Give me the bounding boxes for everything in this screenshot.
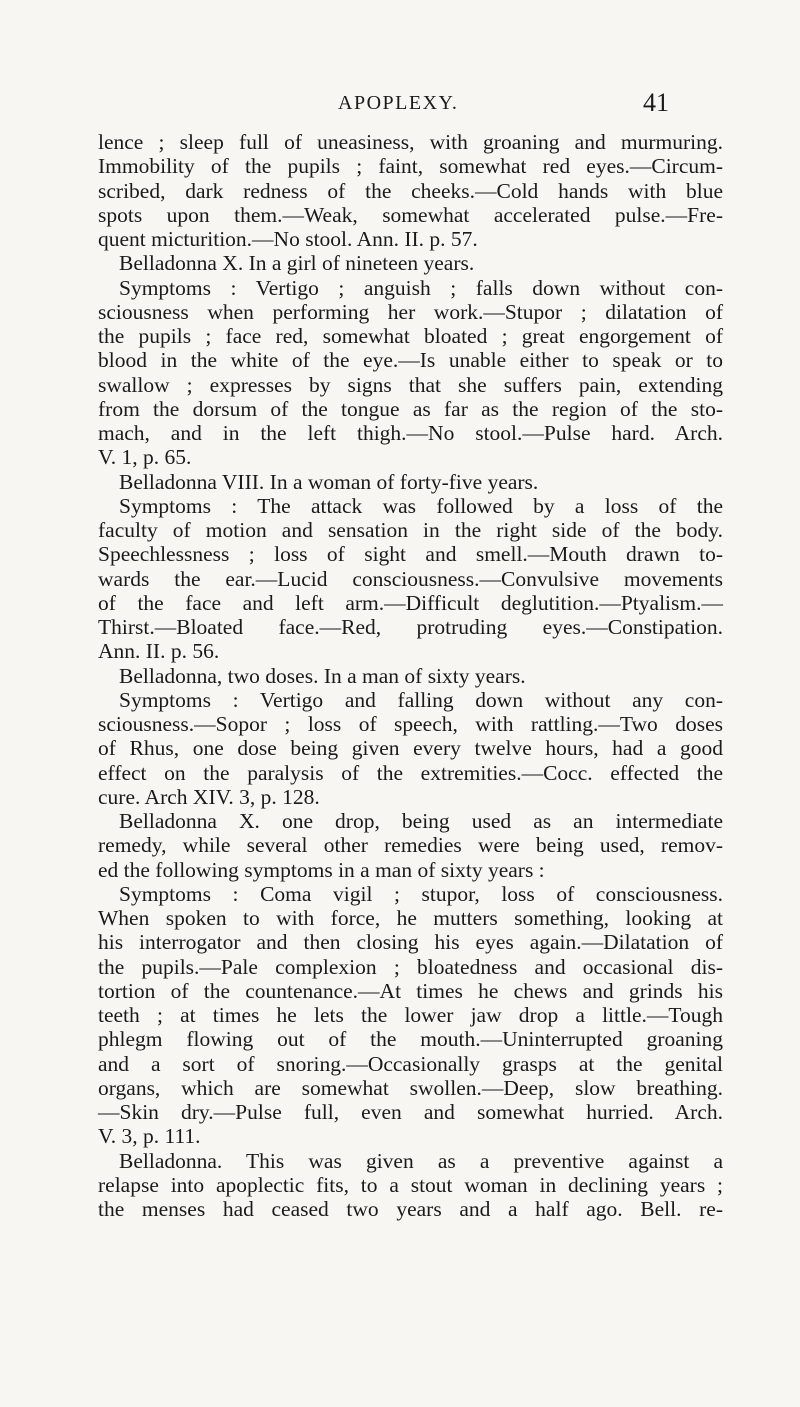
text-line: blood in the white of the eye.—Is unable either to speak or to	[98, 348, 723, 373]
text-line: Symptoms : Coma vigil ; stupor, loss of consciousness.	[119, 881, 723, 906]
text-line: Ann. II. p. 56.	[98, 639, 220, 664]
text-line: from the dorsum of the tongue as far as the region of the sto-	[98, 396, 723, 421]
text-line: his interrogator and then closing his eyes again.—Dilatation of	[98, 930, 723, 955]
text-line: the pupils.—Pale complexion ; bloatedness and occasional dis-	[98, 954, 723, 979]
text-line: swallow ; expresses by signs that she suffers pain, extending	[98, 372, 723, 397]
text-line: sciousness when performing her work.—Stupor ; dilatation of	[98, 299, 723, 324]
text-line: Belladonna X. In a girl of nineteen years.	[119, 251, 475, 276]
text-line: the pupils ; face red, somewhat bloated ; great engorgement of	[98, 324, 723, 348]
text-line: Immobility of the pupils ; faint, somewhat red eyes.—Circum-	[98, 154, 723, 179]
text-line: organs, which are somewhat swollen.—Deep, slow breathing.	[98, 1075, 723, 1100]
text-line: Thirst.—Bloated face.—Red, protruding eyes.—Constipation.	[98, 615, 723, 639]
text-line: lence ; sleep full of uneasiness, with groaning and murmuring.	[98, 130, 723, 154]
text-line: V. 3, p. 111.	[98, 1124, 201, 1149]
running-head	[0, 88, 800, 118]
text-line: —Skin dry.—Pulse full, even and somewhat hurried. Arch.	[98, 1100, 723, 1124]
text-line: of the face and left arm.—Difficult deglutition.—Ptyalism.—	[98, 590, 723, 615]
text-line: Belladonna, two doses. In a man of sixty years.	[119, 663, 526, 688]
text-line: Symptoms : Vertigo ; anguish ; falls down without con-	[119, 275, 723, 300]
text-line: Symptoms : The attack was followed by a loss of the	[119, 493, 723, 518]
text-line: and a sort of snoring.—Occasionally grasps at the genital	[98, 1051, 723, 1076]
text-line: V. 1, p. 65.	[98, 445, 192, 470]
text-line: sciousness.—Sopor ; loss of speech, with rattling.—Two doses	[98, 712, 723, 736]
running-title: APOPLEXY.	[338, 92, 459, 114]
text-line: Symptoms : Vertigo and falling down without any con-	[119, 687, 723, 712]
text-line: Belladonna X. one drop, being used as an intermediate	[119, 809, 723, 833]
text-line: the menses had ceased two years and a half ago. Bell. re-	[98, 1197, 723, 1221]
text-line: of Rhus, one dose being given every twelve hours, had a good	[98, 736, 723, 761]
text-line: quent micturition.—No stool. Ann. II. p. 57.	[98, 227, 478, 251]
text-line: cure. Arch XIV. 3, p. 128.	[98, 784, 320, 809]
text-line: When spoken to with force, he mutters something, looking at	[98, 906, 723, 930]
text-line: ed the following symptoms in a man of sixty years :	[98, 857, 545, 882]
text-line: wards the ear.—Lucid consciousness.—Convulsive movements	[98, 566, 723, 591]
text-line: teeth ; at times he lets the lower jaw drop a little.—Tough	[98, 1003, 723, 1027]
text-line: effect on the paralysis of the extremities.—Cocc. effected the	[98, 760, 723, 785]
text-line: scribed, dark redness of the cheeks.—Cold hands with blue	[98, 178, 723, 203]
text-line: remedy, while several other remedies were being used, remov-	[98, 833, 723, 858]
text-line: spots upon them.—Weak, somewhat accelerated pulse.—Fre-	[98, 202, 723, 227]
text-line: Belladonna VIII. In a woman of forty-five years.	[119, 469, 539, 494]
text-line: tortion of the countenance.—At times he chews and grinds his	[98, 978, 723, 1003]
text-line: Belladonna. This was given as a preventive against a	[119, 1148, 723, 1173]
body-text	[98, 130, 723, 1221]
text-line: Speechlessness ; loss of sight and smell.—Mouth drawn to-	[98, 542, 723, 567]
text-line: faculty of motion and sensation in the right side of the body.	[98, 518, 723, 542]
text-line: mach, and in the left thigh.—No stool.—Pulse hard. Arch.	[98, 421, 723, 445]
page-number: 41	[643, 88, 669, 117]
text-line: phlegm flowing out of the mouth.—Uninterrupted groaning	[98, 1027, 723, 1052]
text-line: relapse into apoplectic fits, to a stout woman in declining years ;	[98, 1172, 723, 1197]
